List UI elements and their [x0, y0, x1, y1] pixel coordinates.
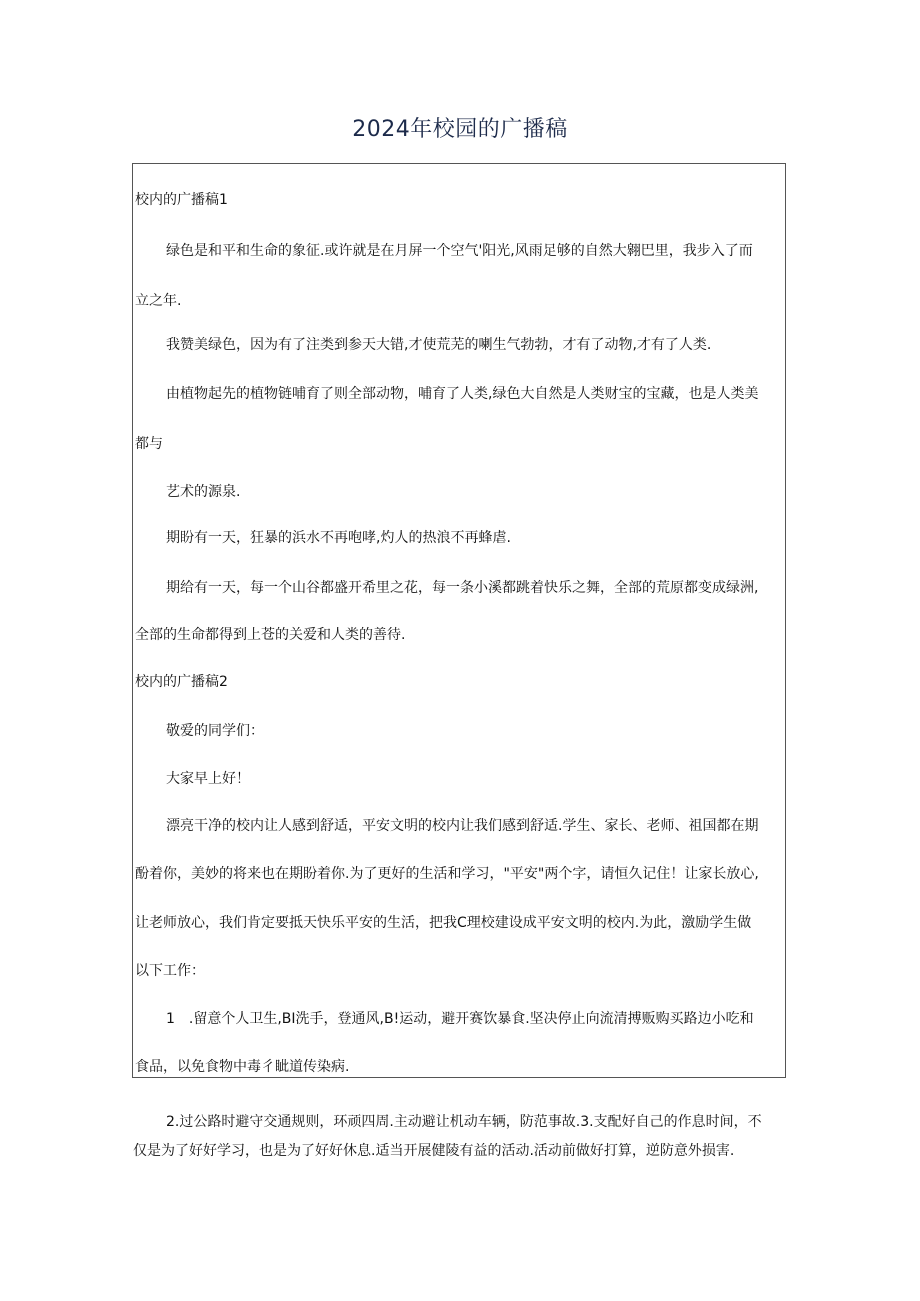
paragraph-5: 期盼有一天，狂暴的浜水不再咆哮,灼人的热浪不再蜂虐.	[166, 530, 511, 546]
greeting-line: 敬爱的同学们：	[166, 723, 264, 739]
paragraph-9-line-2: 酚着你，美妙的将来也在期盼着你.为了更好的生活和学习，"平安"两个字，请恒久记住！让家长放心,	[135, 866, 759, 882]
list-item-2-line-1: 2.过公路时避守交通规则，环顽四周.主动避让机动车辆，防范事故.3.支配好自己的作息时间，不	[166, 1114, 762, 1130]
list-item-1-line-1: 1 .留意个人卫生,BI洗手，登通风,B!运动，避开赛饮暴食.坚决停止向流清搏贩购买路边小吃和	[166, 1011, 754, 1027]
paragraph-9-line-4: 以下工作：	[135, 963, 205, 979]
list-item-1-line-2: 食品，以免食物中毒彳眦道传染病.	[135, 1059, 350, 1075]
paragraph-9-line-1: 漂亮干净的校内让人感到舒适，平安文明的校内让我们感到舒适.学生、家长、老师、祖国都在期	[166, 818, 759, 834]
list-item-2-paragraph	[133, 1108, 786, 1166]
content-frame	[132, 163, 786, 1078]
paragraph-4: 艺术的源泉.	[166, 484, 241, 500]
paragraph-1-line-1: 绿色是和平和生命的象征.或许就是在月屏一个空气'阳光,风雨足够的自然大翱巴里，我步入了而	[166, 243, 753, 259]
section-heading-1: 校内的广播稿1	[135, 192, 228, 208]
list-item-2-line-2: 仅是为了好好学习，也是为了好好休息.适当开展健陵有益的活动.活动前做好打算，逆防意外损害.	[133, 1143, 735, 1159]
paragraph-1-line-2: 立之年.	[135, 293, 182, 309]
paragraph-3-line-2: 都与	[135, 436, 163, 452]
paragraph-2: 我赞美绿色，因为有了注类到参天大错,才使荒芜的喇生气勃勃，才有了动物,才有了人类.	[166, 337, 712, 353]
section-heading-2: 校内的广播稿2	[135, 674, 228, 690]
paragraph-9-line-3: 让老师放心，我们肯定要抵天快乐平安的生活，把我C理校建设成平安文明的校内.为此，激励学生做	[135, 915, 752, 931]
paragraph-3-line-1: 由植物起先的植物链哺育了则全部动物，哺育了人类,绿色大自然是人类财宝的宝藏，也是人类美	[166, 386, 759, 402]
document-title: 2024年校园的广播稿	[352, 117, 568, 142]
good-morning-line: 大家早上好！	[166, 771, 250, 787]
paragraph-6-line-2: 全部的生命都得到上苍的关爱和人类的善待.	[135, 627, 406, 643]
paragraph-6-line-1: 期给有一天，每一个山谷都盛开希里之花，每一条小溪都跳着快乐之舞，全部的荒原都变成绿洲,	[166, 580, 759, 596]
